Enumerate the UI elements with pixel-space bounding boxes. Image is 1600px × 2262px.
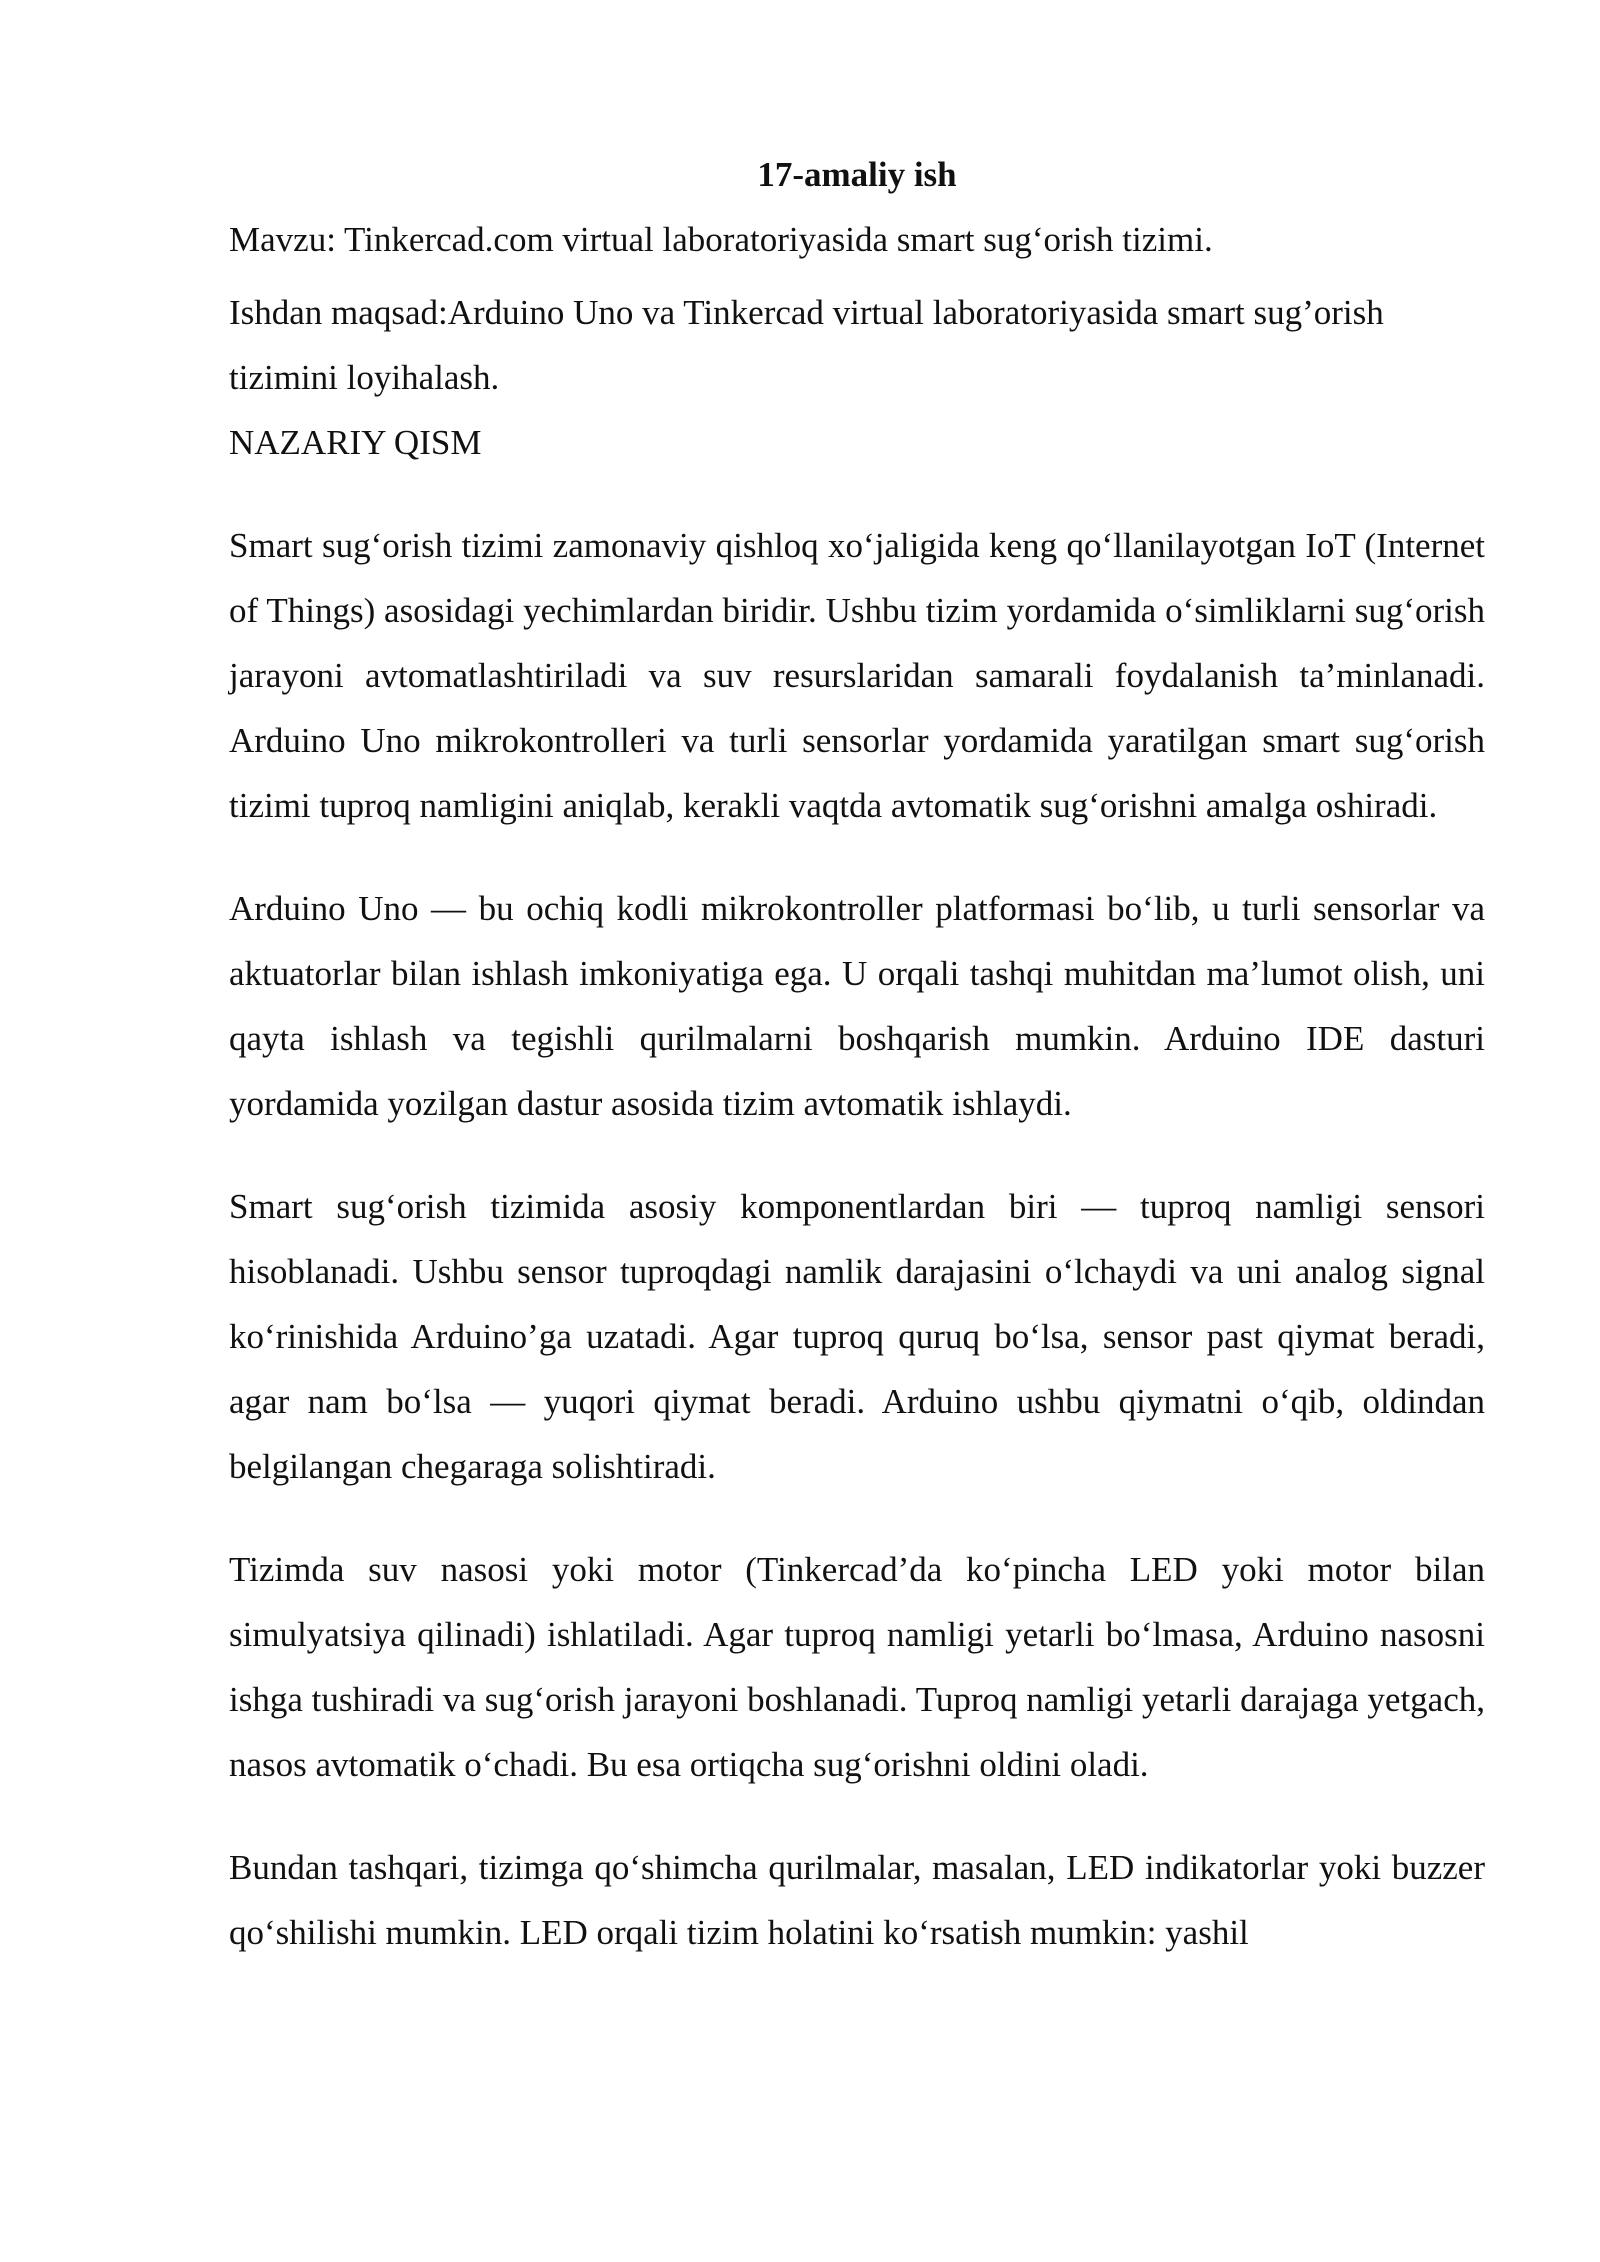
document-subject: Mavzu: Tinkercad.com virtual laboratoriyasida smart sug‘orish tizimi.: [229, 220, 1213, 259]
document-content: [229, 150, 1485, 1965]
document-title: 17-amaliy ish: [757, 155, 957, 194]
body-paragraph: Tizimda suv nasosi yoki motor (Tinkercad’da ko‘pincha LED yoki motor bilan simulyatsiya qilinadi) ishlatiladi. Agar tuproq namligi yetarli bo‘lmasa, Arduino nasosni ishga tushiradi va sug‘orish jarayoni boshlanadi. Tuproq namligi yetarli darajaga yetgach, nasos avtomatik o‘chadi. Bu esa ortiqcha sug‘orishni oldini oladi.: [229, 1550, 1485, 1784]
document-aim: Ishdan maqsad:Arduino Uno va Tinkercad virtual laboratoriyasida smart sug’orish tizimini loyihalash.: [229, 293, 1384, 397]
body-paragraph: Smart sug‘orish tizimida asosiy komponentlardan biri — tuproq namligi sensori hisoblanadi. Ushbu sensor tuproqdagi namlik darajasini o‘lchaydi va uni analog signal ko‘rinishida Arduino’ga uzatadi. Agar tuproq quruq bo‘lsa, sensor past qiymat beradi, agar nam bo‘lsa — yuqori qiymat beradi. Arduino ushbu qiymatni o‘qib, oldindan belgilangan chegaraga solishtiradi.: [229, 1187, 1485, 1486]
body-paragraph: Bundan tashqari, tizimga qo‘shimcha qurilmalar, masalan, LED indikatorlar yoki buzzer qo‘shilishi mumkin. LED orqali tizim holatini ko‘rsatish mumkin: yashil: [229, 1848, 1485, 1952]
body-paragraph: Arduino Uno — bu ochiq kodli mikrokontroller platformasi bo‘lib, u turli sensorlar va aktuatorlar bilan ishlash imkoniyatiga ega. U orqali tashqi muhitdan ma’lumot olish, uni qayta ishlash va tegishli qurilmalarni boshqarish mumkin. Arduino IDE dasturi yordamida yozilgan dastur asosida tizim avtomatik ishlaydi.: [229, 889, 1485, 1123]
body-paragraph: Smart sug‘orish tizimi zamonaviy qishloq xo‘jaligida keng qo‘llanilayotgan IoT (Internet of Things) asosidagi yechimlardan biridir. Ushbu tizim yordamida o‘simliklarni sug‘orish jarayoni avtomatlashtiriladi va suv resurslaridan samarali foydalanish ta’minlanadi. Arduino Uno mikrokontrolleri va turli sensorlar yordamida yaratilgan smart sug‘orish tizimi tuproq namligini aniqlab, kerakli vaqtda avtomatik sug‘orishni amalga oshiradi.: [229, 526, 1485, 825]
section-heading: NAZARIY QISM: [229, 423, 482, 462]
